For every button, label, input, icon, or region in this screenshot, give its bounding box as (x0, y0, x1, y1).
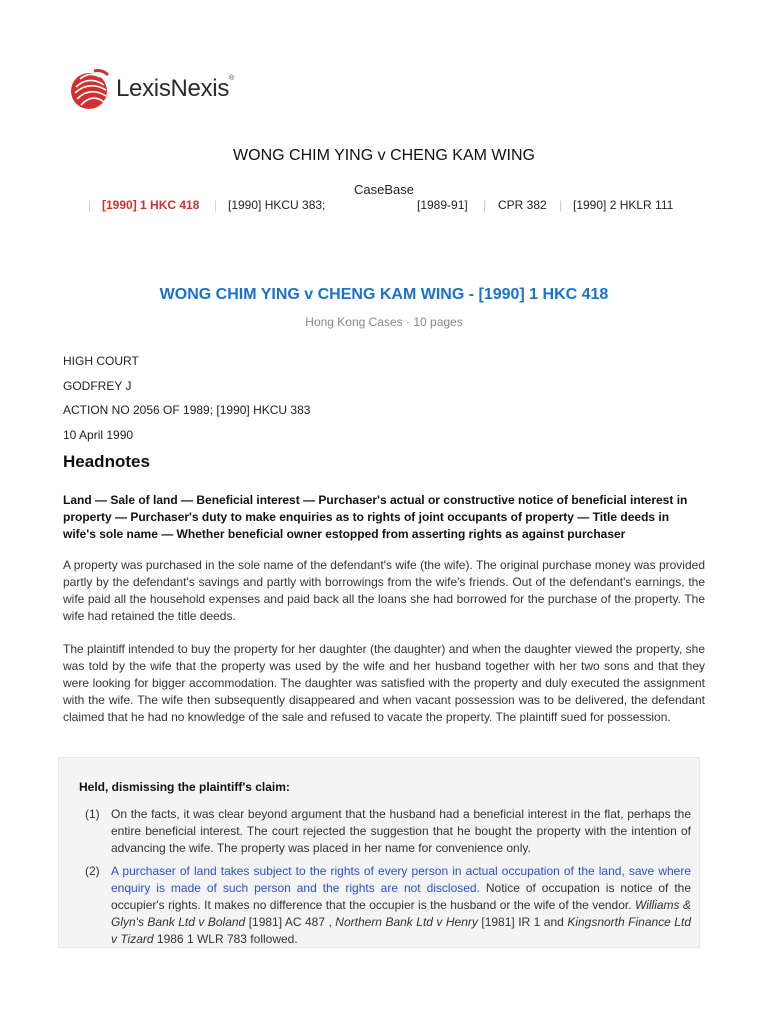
headnotes-heading: Headnotes (63, 452, 150, 471)
citation-cpr-year[interactable]: [1989-91] (417, 198, 468, 212)
court-name: HIGH COURT (63, 354, 139, 368)
case-title: WONG CHIM YING v CHENG KAM WING (233, 147, 535, 164)
reg-mark: ® (229, 75, 234, 82)
citation-separator: | (483, 198, 487, 212)
citation-separator: | (214, 198, 218, 212)
document-heading: WONG CHIM YING v CHENG KAM WING - [1990] 1 HKC 418 (159, 286, 609, 303)
held-item-number: (1) (85, 807, 100, 821)
case-name: Kingsnorth Finance Ltd v Tizard (111, 915, 691, 946)
judgment-date: 10 April 1990 (63, 428, 134, 442)
held-title: Held, dismissing the plaintiff's claim: (79, 780, 290, 794)
held-item-number: (2) (85, 864, 100, 878)
brand-name: LexisNexis® (116, 75, 234, 102)
catchwords: Land — Sale of land — Beneficial interest — Purchaser's actual or constructive notice of beneficial interest in property — Purchaser's duty to make enquiries as to rights of joint occupants of property — Title deeds in wife's sole name — Whether beneficial owner estopped from asserting rights as against purchaser (63, 493, 688, 541)
action-number: ACTION NO 2056 OF 1989; [1990] HKCU 383 (63, 403, 311, 417)
headnote-paragraph-2: The plaintiff intended to buy the property for her daughter (the daughter) and when the daughter viewed the property, she was told by the wife that the property was used by the wife and her husband together with her two sons and that they were looking for bigger accommodation. The daughter was satisfied with the property and duly executed the assignment with the wife. The wife then subsequently disappeared and when vacant possession was to be delivered, the defendant claimed that he had no knowledge of the sale and refused to vacate the property. The plaintiff sued for possession. (63, 642, 705, 724)
case-citation: [1981] AC 487 , (245, 915, 336, 929)
held-item-1 (79, 806, 691, 857)
citation-separator: | (559, 198, 563, 212)
case-name: Northern Bank Ltd v Henry (335, 915, 478, 929)
lexisnexis-logo[interactable] (70, 66, 234, 112)
held-highlight-link[interactable]: A purchaser of land takes subject to the rights of every person in actual occupation of the land, save where enquiry is made of such person and the rights are not disclosed. (111, 864, 691, 895)
held-box (58, 757, 700, 948)
citation-hklr[interactable]: [1990] 2 HKLR 111 (573, 198, 674, 212)
case-citation: 1986 1 WLR 783 followed. (153, 932, 298, 946)
judge-name: GODFREY J (63, 379, 132, 393)
lexisnexis-emblem-icon (70, 67, 110, 111)
case-citation: [1981] IR 1 and (477, 915, 568, 929)
held-item-text: On the facts, it was clear beyond argument that the husband had a beneficial interest in the flat, perhaps the entire beneficial interest. The court rejected the suggestion that he bought the property with the intention of advancing the wife. The property was placed in her name for convenience only. (111, 807, 691, 855)
citation-separator: | (88, 198, 92, 212)
casebase-link[interactable]: CaseBase (354, 182, 414, 197)
citation-hkc[interactable]: [1990] 1 HKC 418 (102, 198, 200, 212)
case-name: Williams & Glyn's Bank Ltd v Boland (111, 898, 691, 929)
held-text-part: Notice of occupation is notice of the occupier's rights. It makes no difference that the occupier is the husband or the wife of the vendor. (111, 881, 692, 912)
document-subheading: Hong Kong Cases · 10 pages (305, 315, 463, 329)
headnote-paragraph-1: A property was purchased in the sole name of the defendant's wife (the wife). The original purchase money was provided partly by the defendant's savings and partly with borrowings from the wife's friends. Out of the defendant's earnings, the wife paid all the household expenses and paid back all the loans she had borrowed for the purchase of the property. The wife had retained the title deeds. (63, 558, 705, 623)
citation-cpr[interactable]: CPR 382 (498, 198, 547, 212)
held-item-text (111, 863, 691, 948)
citations-bar (0, 198, 768, 214)
citation-hkcu[interactable]: [1990] HKCU 383; (228, 198, 326, 212)
held-item-2 (79, 863, 691, 948)
